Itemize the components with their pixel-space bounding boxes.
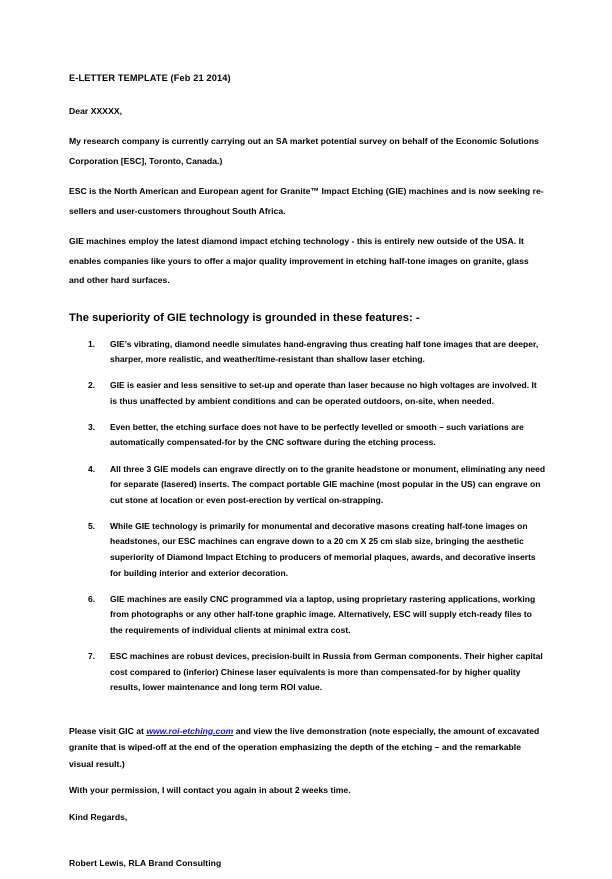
website-link[interactable]: www.roi-etching.com [146, 725, 234, 736]
feature-text: ESC machines are robust devices, precision-built in Russia from German components. Their higher capital cost compared to (inferior) Chinese laser equivalents is more than compensated-for by higher quality results, lower maintenance and long term ROI value. [110, 651, 543, 693]
feature-text: While GIE technology is primarily for monumental and decorative masons creating half-tone images on headstones, our ESC machines can engrave down to a 20 cm X 25 cm slab size, bringing the aesthetic superiority of Diamond Impact Etching to producers of memorial plaques, awards, and decorative inserts for building interior and exterior decoration. [110, 520, 536, 578]
feature-text: Even better, the etching surface does not have to be perfectly levelled or smooth – such variations are automatically compensated-for by the CNC software during the etching process. [110, 421, 524, 448]
document-body [69, 72, 546, 879]
feature-text: All three 3 GIE models can engrave directly on to the granite headstone or monument, eliminating any need for separate (lasered) inserts. The compact portable GIE machine (most popular in the US) can engrave on cut stone at location or even post-erection by vertical on-strapping. [110, 463, 546, 505]
features-list [69, 337, 546, 696]
visit-paragraph [69, 723, 546, 773]
intro-paragraph-2: ESC is the North American and European agent for Granite™ Impact Etching (GIE) machines and is now seeking re-sellers and user-customers throughout South Africa. [69, 186, 544, 216]
feature-text: GIE machines are easily CNC programmed via a laptop, using proprietary rastering applications, working from photographs or any other half-tone graphic image. Alternatively, ESC will supply etch-ready files to the requirements of individual clients at minimal extra cost. [110, 593, 536, 635]
sign-off-line: Kind Regards, [69, 812, 128, 823]
list-item [69, 519, 546, 581]
visit-prefix-text: Please visit GIC at [69, 725, 147, 736]
document-title: E-LETTER TEMPLATE (Feb 21 2014) [69, 73, 231, 83]
closing-block [69, 723, 546, 871]
visit-suffix-text: and view the live demonstration (note especially, the amount of excavated granite that is wiped-off at the end of the operation emphasizing the depth of the etching – and the remarkable visual result.) [69, 725, 540, 769]
list-item [69, 592, 546, 639]
feature-text: GIE’s vibrating, diamond needle simulates hand-engraving thus creating half tone images that are deeper, sharper, more realistic, and weather/time-resistant than shallow laser etching. [110, 338, 539, 365]
list-item [69, 378, 546, 409]
signature-line: Robert Lewis, RLA Brand Consulting [69, 858, 222, 869]
section-heading-features: The superiority of GIE technology is grounded in these features: - [69, 311, 420, 324]
intro-paragraph-1: My research company is currently carrying out an SA market potential survey on behalf of the Economic Solutions Corporation [ESC], Toronto, Canada.) [69, 136, 539, 166]
permission-paragraph: With your permission, I will contact you again in about 2 weeks time. [69, 785, 351, 796]
salutation-line: Dear XXXXX, [69, 106, 123, 116]
list-item [69, 649, 546, 696]
intro-paragraph-3: GIE machines employ the latest diamond impact etching technology - this is entirely new outside of the USA. It enables companies like yours to offer a major quality improvement in etching half-tone images on granite, glass and other hard surfaces. [69, 236, 529, 285]
list-item [69, 337, 546, 368]
list-item [69, 420, 546, 451]
feature-text: GIE is easier and less sensitive to set-up and operate than laser because no high voltages are involved. It is thus unaffected by ambient conditions and can be operated outdoors, on-site, when needed. [110, 380, 537, 406]
list-item [69, 462, 546, 509]
